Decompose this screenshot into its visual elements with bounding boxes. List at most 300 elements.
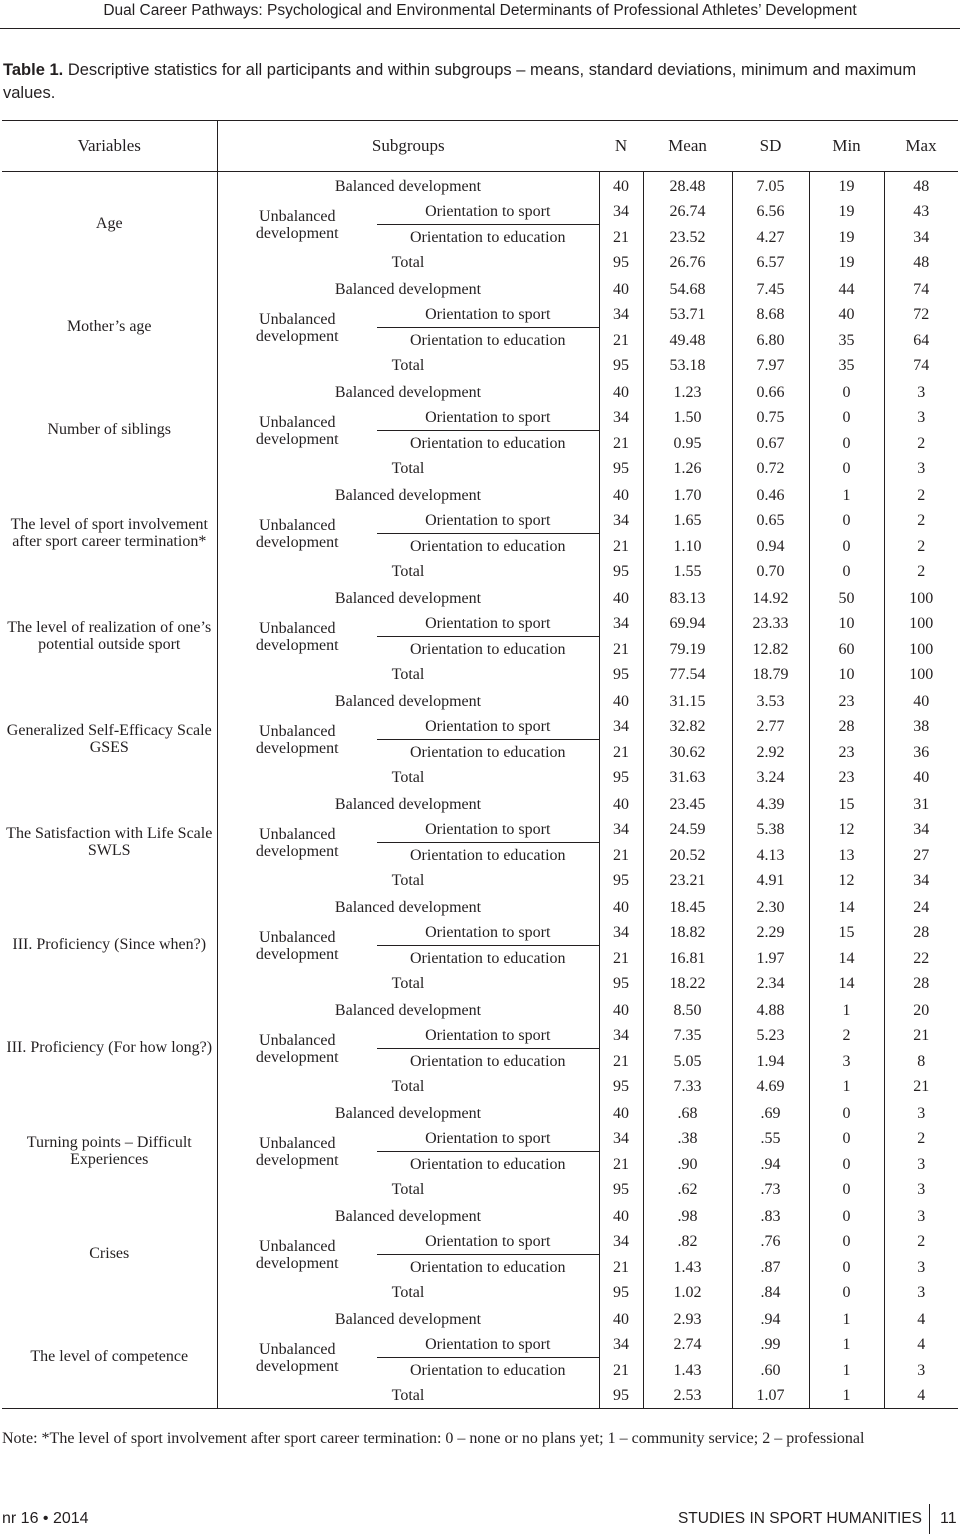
- cell-sd: 4.91: [732, 868, 809, 893]
- subgroup-total: Total: [217, 765, 599, 790]
- cell-max: 100: [909, 666, 934, 683]
- issue-info: nr 16 • 2014: [2, 1510, 89, 1527]
- cell-min: 0: [809, 378, 884, 405]
- cell-max: 2: [917, 512, 926, 530]
- subgroup-total: Total: [217, 1074, 599, 1099]
- cell-mean: 69.94: [643, 611, 732, 637]
- cell-n: 95: [599, 1383, 643, 1409]
- cell-min: 0: [809, 1202, 884, 1229]
- cell-n: 34: [599, 817, 643, 843]
- cell-max: 2: [917, 487, 926, 504]
- cell-sd: 2.77: [732, 714, 809, 740]
- variable-name: III. Proficiency (For how long?): [2, 996, 217, 1099]
- cell-min: 12: [809, 817, 884, 843]
- cell-min: 19: [809, 199, 884, 225]
- cell-mean: 18.22: [643, 971, 732, 996]
- cell-n: 34: [599, 714, 643, 740]
- cell-sd: 4.13: [732, 843, 809, 869]
- cell-n: 95: [599, 868, 643, 893]
- cell-max: 34: [913, 228, 930, 246]
- cell-sd: 6.57: [732, 250, 809, 275]
- cell-n: 95: [599, 1280, 643, 1305]
- cell-mean: 53.71: [643, 302, 732, 328]
- subgroup-balanced: Balanced development: [217, 893, 599, 920]
- cell-mean: .90: [643, 1152, 732, 1178]
- header-max: Max: [884, 121, 958, 172]
- cell-mean: 53.18: [643, 353, 732, 378]
- subgroup-unbalanced: Unbalanced development: [255, 207, 339, 242]
- cell-max: 100: [909, 615, 934, 633]
- cell-mean: .82: [643, 1229, 732, 1255]
- cell-sd: 2.29: [732, 920, 809, 946]
- variable-name: The Satisfaction with Life Scale SWLS: [2, 790, 217, 893]
- cell-max: 3: [917, 409, 926, 427]
- cell-mean: 49.48: [643, 328, 732, 354]
- subgroup-education: Orientation to education: [377, 740, 599, 766]
- cell-n: 95: [599, 1074, 643, 1099]
- descriptive-statistics-table: [2, 120, 958, 1409]
- subgroup-education: Orientation to education: [377, 225, 599, 251]
- cell-min: 15: [809, 790, 884, 817]
- cell-sd: 1.97: [732, 946, 809, 972]
- subgroup-unbalanced: Unbalanced development: [255, 722, 339, 757]
- cell-sd: 0.67: [732, 431, 809, 457]
- subgroup-balanced: Balanced development: [217, 996, 599, 1023]
- cell-n: 40: [599, 481, 643, 508]
- cell-mean: 7.33: [643, 1074, 732, 1099]
- subgroup-balanced: Balanced development: [217, 790, 599, 817]
- cell-mean: 1.65: [643, 508, 732, 534]
- cell-sd: .87: [732, 1255, 809, 1281]
- variable-name: Number of siblings: [2, 378, 217, 481]
- cell-mean: 1.23: [643, 378, 732, 405]
- table-row: [2, 378, 958, 405]
- subgroup-sport: Orientation to sport: [377, 1126, 599, 1152]
- cell-max: 43: [913, 203, 930, 221]
- subgroup-total: Total: [217, 662, 599, 687]
- cell-n: 21: [599, 534, 643, 560]
- subgroup-sport: Orientation to sport: [377, 1229, 599, 1255]
- cell-n: 21: [599, 1049, 643, 1075]
- cell-min: 44: [809, 275, 884, 302]
- subgroup-total: Total: [217, 456, 599, 481]
- subgroup-sport: Orientation to sport: [377, 405, 599, 431]
- cell-min: 0: [809, 1152, 884, 1178]
- cell-n: 40: [599, 378, 643, 405]
- cell-n: 34: [599, 1126, 643, 1152]
- table-row: [2, 1202, 958, 1229]
- cell-n: 21: [599, 946, 643, 972]
- cell-max: 21: [913, 1027, 930, 1045]
- cell-n: 40: [599, 687, 643, 714]
- subgroup-total: Total: [217, 1383, 599, 1409]
- cell-max: 72: [913, 306, 930, 324]
- cell-n: 34: [599, 508, 643, 534]
- subgroup-education: Orientation to education: [377, 1358, 599, 1384]
- cell-mean: 1.70: [643, 481, 732, 508]
- cell-n: 95: [599, 456, 643, 481]
- cell-mean: 31.63: [643, 765, 732, 790]
- cell-max: 3: [917, 1208, 926, 1225]
- cell-min: 0: [809, 534, 884, 560]
- cell-max: 31: [913, 796, 930, 813]
- subgroup-balanced: Balanced development: [217, 172, 599, 200]
- cell-mean: 18.82: [643, 920, 732, 946]
- cell-mean: 1.10: [643, 534, 732, 560]
- cell-n: 40: [599, 1305, 643, 1332]
- header-variables: Variables: [2, 121, 217, 172]
- cell-n: 40: [599, 1099, 643, 1126]
- cell-sd: .76: [732, 1229, 809, 1255]
- subgroup-education: Orientation to education: [377, 328, 599, 354]
- cell-min: 0: [809, 1280, 884, 1305]
- subgroup-education: Orientation to education: [377, 431, 599, 457]
- cell-sd: .94: [732, 1305, 809, 1332]
- cell-sd: 3.53: [732, 687, 809, 714]
- subgroup-unbalanced: Unbalanced development: [255, 1134, 339, 1169]
- cell-max: 34: [913, 821, 930, 839]
- cell-mean: 1.55: [643, 559, 732, 584]
- cell-max: 3: [917, 1105, 926, 1122]
- header-mean: Mean: [643, 121, 732, 172]
- cell-sd: 7.45: [732, 275, 809, 302]
- cell-max: 38: [913, 718, 930, 736]
- table-row: [2, 172, 958, 200]
- cell-min: 12: [809, 868, 884, 893]
- cell-mean: 5.05: [643, 1049, 732, 1075]
- subgroup-sport: Orientation to sport: [377, 302, 599, 328]
- cell-sd: .60: [732, 1358, 809, 1384]
- cell-n: 34: [599, 1229, 643, 1255]
- cell-max: 20: [913, 1002, 930, 1019]
- header-sd: SD: [732, 121, 809, 172]
- cell-n: 40: [599, 996, 643, 1023]
- cell-mean: 31.15: [643, 687, 732, 714]
- cell-min: 35: [809, 328, 884, 354]
- cell-max: 100: [909, 640, 934, 658]
- cell-mean: 23.45: [643, 790, 732, 817]
- subgroup-unbalanced: Unbalanced development: [255, 928, 339, 963]
- cell-max: 2: [917, 1233, 926, 1251]
- table-row: [2, 1305, 958, 1332]
- cell-mean: .98: [643, 1202, 732, 1229]
- cell-min: 1: [809, 481, 884, 508]
- cell-sd: 0.70: [732, 559, 809, 584]
- cell-min: 14: [809, 946, 884, 972]
- cell-sd: 18.79: [732, 662, 809, 687]
- cell-mean: 1.50: [643, 405, 732, 431]
- cell-min: 28: [809, 714, 884, 740]
- cell-sd: 7.05: [732, 172, 809, 200]
- subgroup-unbalanced: Unbalanced development: [255, 619, 339, 654]
- table-row: [2, 893, 958, 920]
- table-row: [2, 481, 958, 508]
- subgroup-total: Total: [217, 559, 599, 584]
- cell-mean: 2.53: [643, 1383, 732, 1409]
- cell-n: 40: [599, 584, 643, 611]
- variable-name: Mother’s age: [2, 275, 217, 378]
- subgroup-total: Total: [217, 1177, 599, 1202]
- cell-sd: 6.56: [732, 199, 809, 225]
- cell-min: 0: [809, 1099, 884, 1126]
- cell-min: 1: [809, 996, 884, 1023]
- cell-min: 10: [809, 611, 884, 637]
- cell-sd: 7.97: [732, 353, 809, 378]
- cell-min: 15: [809, 920, 884, 946]
- table-caption: [3, 59, 955, 105]
- table-note: Note: *The level of sport involvement after sport career termination: 0 – none or no plans yet; 1 – community service; 2 – professional: [2, 1430, 865, 1447]
- cell-mean: 26.74: [643, 199, 732, 225]
- cell-min: 0: [809, 1177, 884, 1202]
- cell-n: 21: [599, 740, 643, 766]
- variable-name: The level of sport involvement after sport career termination*: [2, 481, 217, 584]
- cell-sd: 2.34: [732, 971, 809, 996]
- subgroup-unbalanced: Unbalanced development: [255, 1031, 339, 1066]
- footer-divider: [929, 1504, 930, 1534]
- cell-sd: 0.72: [732, 456, 809, 481]
- cell-min: 23: [809, 687, 884, 714]
- table-body: [2, 172, 958, 1409]
- cell-min: 0: [809, 456, 884, 481]
- cell-min: 0: [809, 1229, 884, 1255]
- cell-mean: 2.93: [643, 1305, 732, 1332]
- cell-sd: .84: [732, 1280, 809, 1305]
- cell-n: 40: [599, 790, 643, 817]
- cell-mean: 23.52: [643, 225, 732, 251]
- cell-max: 48: [913, 178, 930, 195]
- subgroup-sport: Orientation to sport: [377, 199, 599, 225]
- cell-max: 36: [913, 743, 930, 761]
- subgroup-education: Orientation to education: [377, 1049, 599, 1075]
- table-row: [2, 1099, 958, 1126]
- subgroup-balanced: Balanced development: [217, 481, 599, 508]
- cell-max: 22: [913, 949, 930, 967]
- cell-max: 27: [913, 846, 930, 864]
- cell-sd: .55: [732, 1126, 809, 1152]
- cell-min: 3: [809, 1049, 884, 1075]
- cell-n: 40: [599, 893, 643, 920]
- variable-name: Age: [2, 172, 217, 276]
- cell-max: 8: [917, 1052, 926, 1070]
- cell-mean: 16.81: [643, 946, 732, 972]
- cell-n: 21: [599, 225, 643, 251]
- cell-sd: 8.68: [732, 302, 809, 328]
- cell-n: 21: [599, 1255, 643, 1281]
- cell-n: 95: [599, 765, 643, 790]
- cell-min: 0: [809, 1255, 884, 1281]
- cell-mean: 24.59: [643, 817, 732, 843]
- cell-min: 19: [809, 225, 884, 251]
- cell-min: 1: [809, 1305, 884, 1332]
- journal-name: STUDIES IN SPORT HUMANITIES: [677, 1510, 922, 1527]
- cell-sd: .94: [732, 1152, 809, 1178]
- cell-min: 23: [809, 740, 884, 766]
- cell-mean: 1.43: [643, 1358, 732, 1384]
- variable-name: Crises: [2, 1202, 217, 1305]
- cell-sd: 0.66: [732, 378, 809, 405]
- subgroup-total: Total: [217, 868, 599, 893]
- cell-n: 95: [599, 662, 643, 687]
- cell-sd: 5.23: [732, 1023, 809, 1049]
- cell-max: 3: [917, 1284, 926, 1301]
- subgroup-sport: Orientation to sport: [377, 817, 599, 843]
- subgroup-education: Orientation to education: [377, 637, 599, 663]
- subgroup-education: Orientation to education: [377, 843, 599, 869]
- cell-mean: 30.62: [643, 740, 732, 766]
- cell-mean: 28.48: [643, 172, 732, 200]
- table-header: [2, 121, 958, 172]
- subgroup-unbalanced: Unbalanced development: [255, 516, 339, 551]
- cell-max: 2: [917, 563, 926, 580]
- cell-min: 40: [809, 302, 884, 328]
- table-row: [2, 275, 958, 302]
- cell-max: 3: [917, 1361, 926, 1379]
- subgroup-balanced: Balanced development: [217, 1305, 599, 1332]
- subgroup-unbalanced: Unbalanced development: [255, 825, 339, 860]
- subgroup-sport: Orientation to sport: [377, 714, 599, 740]
- cell-max: 74: [913, 281, 930, 298]
- cell-max: 3: [917, 1155, 926, 1173]
- subgroup-balanced: Balanced development: [217, 275, 599, 302]
- cell-min: 0: [809, 405, 884, 431]
- cell-min: 35: [809, 353, 884, 378]
- cell-sd: 4.39: [732, 790, 809, 817]
- cell-max: 2: [917, 434, 926, 452]
- cell-mean: 1.02: [643, 1280, 732, 1305]
- cell-n: 34: [599, 920, 643, 946]
- header-subgroups: Subgroups: [217, 121, 599, 172]
- cell-sd: .69: [732, 1099, 809, 1126]
- cell-n: 21: [599, 431, 643, 457]
- cell-sd: 4.27: [732, 225, 809, 251]
- header-rule: [0, 28, 960, 29]
- cell-n: 34: [599, 405, 643, 431]
- subgroup-education: Orientation to education: [377, 946, 599, 972]
- cell-min: 1: [809, 1358, 884, 1384]
- cell-sd: 2.92: [732, 740, 809, 766]
- cell-mean: 20.52: [643, 843, 732, 869]
- subgroup-education: Orientation to education: [377, 534, 599, 560]
- cell-max: 34: [913, 872, 930, 889]
- cell-sd: 6.80: [732, 328, 809, 354]
- cell-max: 74: [913, 357, 930, 374]
- cell-n: 34: [599, 1332, 643, 1358]
- cell-mean: 83.13: [643, 584, 732, 611]
- cell-sd: 23.33: [732, 611, 809, 637]
- cell-min: 1: [809, 1074, 884, 1099]
- cell-max: 28: [913, 975, 930, 992]
- cell-sd: .99: [732, 1332, 809, 1358]
- cell-mean: 1.43: [643, 1255, 732, 1281]
- cell-max: 3: [917, 460, 926, 477]
- cell-mean: 79.19: [643, 637, 732, 663]
- cell-n: 21: [599, 328, 643, 354]
- subgroup-unbalanced: Unbalanced development: [255, 1340, 339, 1375]
- cell-sd: 1.07: [732, 1383, 809, 1409]
- cell-mean: 8.50: [643, 996, 732, 1023]
- cell-max: 64: [913, 331, 930, 349]
- cell-sd: .73: [732, 1177, 809, 1202]
- cell-max: 21: [913, 1078, 930, 1095]
- header-min: Min: [809, 121, 884, 172]
- cell-n: 34: [599, 1023, 643, 1049]
- running-head: Dual Career Pathways: Psychological and Environmental Determinants of Professional Athletes’ Development: [103, 2, 857, 19]
- subgroup-unbalanced: Unbalanced development: [255, 1237, 339, 1272]
- subgroup-total: Total: [217, 1280, 599, 1305]
- variable-name: Generalized Self-Efficacy Scale GSES: [2, 687, 217, 790]
- cell-min: 19: [809, 250, 884, 275]
- cell-max: 40: [913, 693, 930, 710]
- cell-n: 40: [599, 1202, 643, 1229]
- cell-n: 40: [599, 275, 643, 302]
- cell-min: 10: [809, 662, 884, 687]
- cell-n: 34: [599, 611, 643, 637]
- subgroup-sport: Orientation to sport: [377, 1023, 599, 1049]
- cell-sd: 2.30: [732, 893, 809, 920]
- caption-text: Descriptive statistics for all participants and within subgroups – means, standard deviations, minimum and maximum values.: [3, 61, 917, 102]
- cell-min: 0: [809, 508, 884, 534]
- cell-n: 95: [599, 971, 643, 996]
- cell-mean: .62: [643, 1177, 732, 1202]
- caption-label: Table 1.: [3, 61, 64, 79]
- cell-mean: .68: [643, 1099, 732, 1126]
- cell-sd: 3.24: [732, 765, 809, 790]
- cell-sd: 12.82: [732, 637, 809, 663]
- cell-n: 95: [599, 1177, 643, 1202]
- cell-mean: 32.82: [643, 714, 732, 740]
- subgroup-sport: Orientation to sport: [377, 920, 599, 946]
- subgroup-balanced: Balanced development: [217, 687, 599, 714]
- cell-min: 0: [809, 431, 884, 457]
- cell-min: 13: [809, 843, 884, 869]
- cell-max: 2: [917, 537, 926, 555]
- cell-sd: 1.94: [732, 1049, 809, 1075]
- cell-n: 34: [599, 302, 643, 328]
- variable-name: The level of competence: [2, 1305, 217, 1409]
- cell-n: 21: [599, 1358, 643, 1384]
- cell-max: 48: [913, 254, 930, 271]
- table-row: [2, 687, 958, 714]
- cell-mean: 2.74: [643, 1332, 732, 1358]
- cell-min: 60: [809, 637, 884, 663]
- cell-n: 34: [599, 199, 643, 225]
- cell-max: 4: [917, 1311, 926, 1328]
- cell-n: 21: [599, 843, 643, 869]
- subgroup-sport: Orientation to sport: [377, 508, 599, 534]
- cell-sd: 4.69: [732, 1074, 809, 1099]
- cell-mean: 77.54: [643, 662, 732, 687]
- cell-min: 1: [809, 1383, 884, 1409]
- table-row: [2, 996, 958, 1023]
- header-n: N: [599, 121, 643, 172]
- cell-n: 40: [599, 172, 643, 200]
- cell-max: 4: [884, 1383, 958, 1409]
- subgroup-balanced: Balanced development: [217, 1202, 599, 1229]
- cell-sd: 5.38: [732, 817, 809, 843]
- cell-max: 3: [917, 384, 926, 401]
- cell-max: 28: [913, 924, 930, 942]
- cell-sd: 0.94: [732, 534, 809, 560]
- cell-min: 1: [809, 1332, 884, 1358]
- variable-name: The level of realization of one’s potential outside sport: [2, 584, 217, 687]
- cell-n: 95: [599, 559, 643, 584]
- cell-n: 95: [599, 250, 643, 275]
- cell-max: 3: [917, 1258, 926, 1276]
- cell-n: 21: [599, 1152, 643, 1178]
- table-row: [2, 790, 958, 817]
- cell-min: 19: [809, 172, 884, 200]
- cell-mean: 18.45: [643, 893, 732, 920]
